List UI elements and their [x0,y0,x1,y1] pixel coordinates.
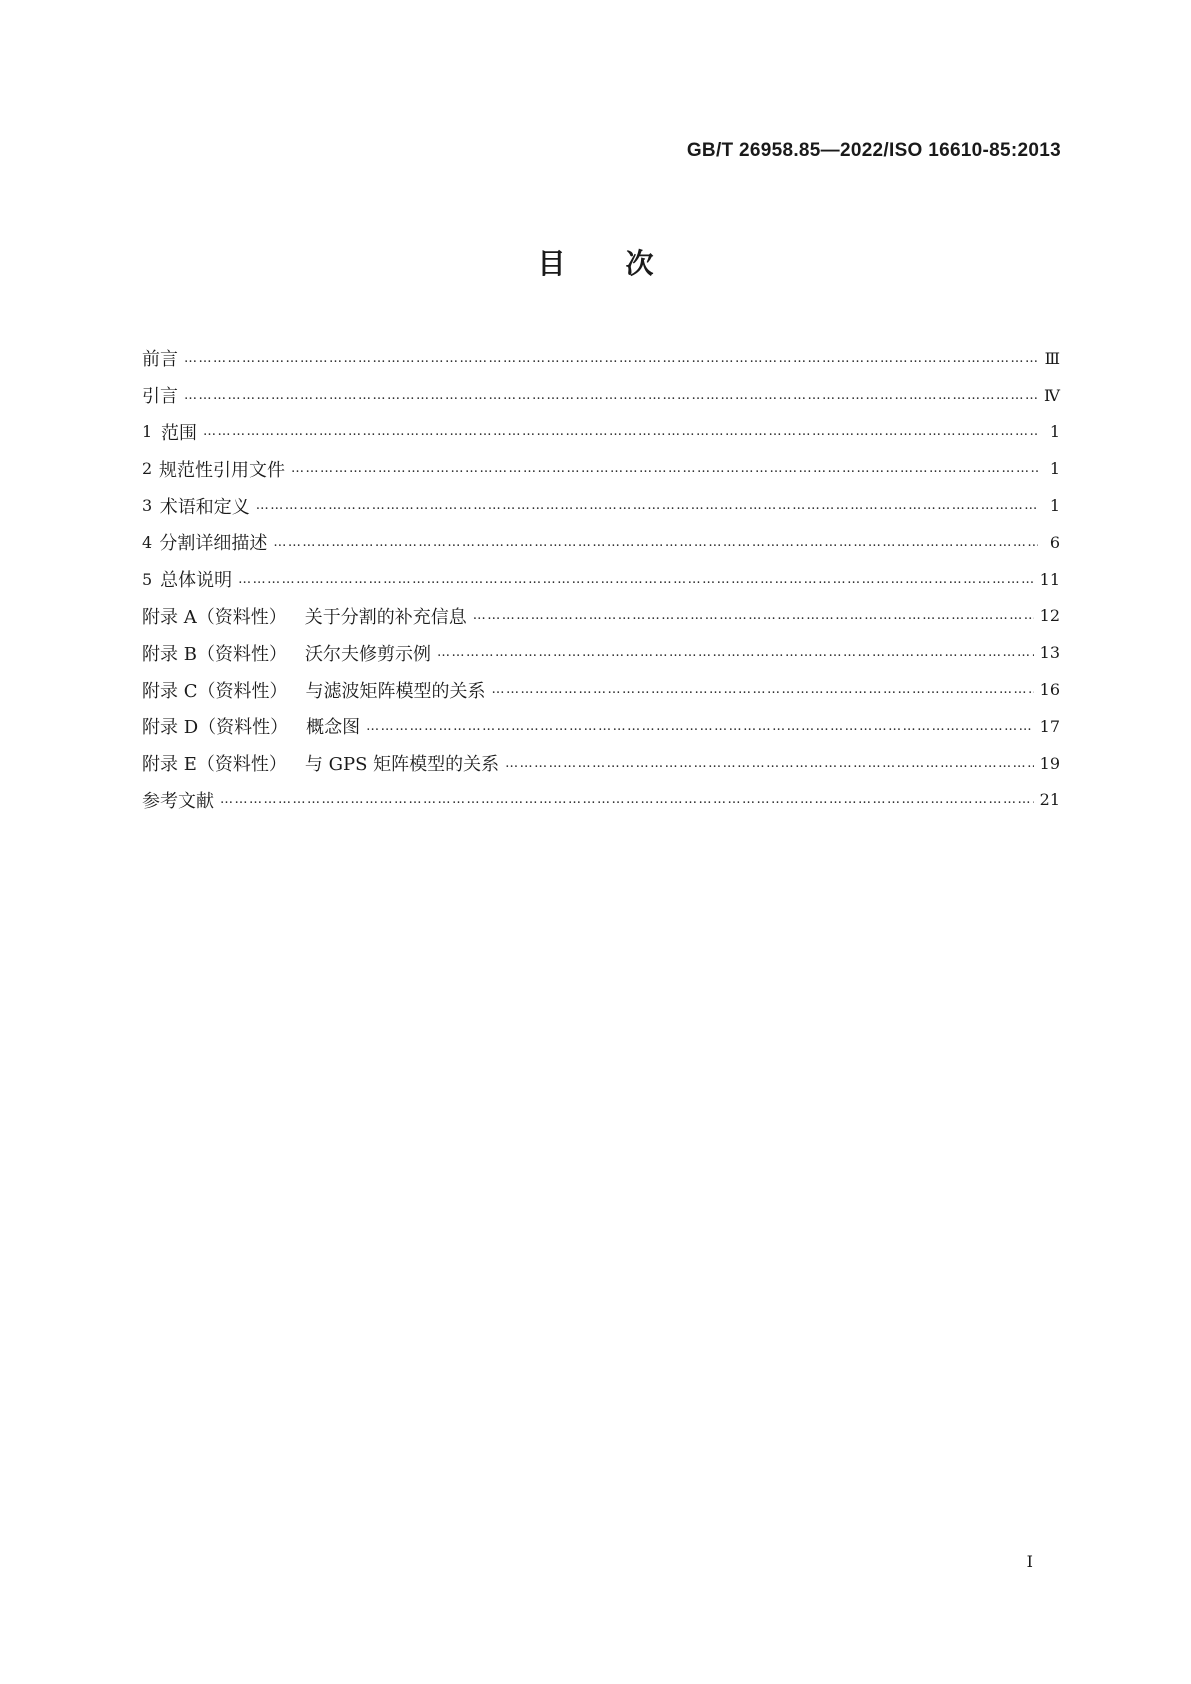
toc-entry-number: 2 [142,459,153,479]
toc-entry-label: 总体说明 [160,570,233,592]
toc-entry-2[interactable] [142,450,1060,487]
toc-entry-label: 沃尔夫修剪示例 [304,643,431,665]
dot-leader [437,645,1034,660]
toc-entry-number: 4 [142,532,153,552]
toc-entry-page: 1 [1049,496,1060,516]
dot-leader [473,608,1034,623]
toc-entry-annex-a[interactable] [142,598,1060,635]
toc-entry-label: 参考文献 [142,790,214,812]
toc-entry-4[interactable] [142,524,1060,561]
dot-leader [203,424,1038,439]
toc-entry-label: 引言 [142,386,178,408]
toc-entry-number: 1 [142,422,153,442]
toc-entry-label: 规范性引用文件 [158,459,285,481]
dot-leader [291,461,1038,476]
toc-entry-page: Ⅳ [1044,385,1060,405]
toc-entry-page: 12 [1039,606,1060,626]
toc-entry-annex-label: 附录 B（资料性） [142,643,287,665]
dot-leader [273,535,1038,550]
toc-list [142,340,1060,818]
dot-leader [366,719,1033,734]
toc-entry-page: 1 [1049,459,1060,479]
toc-entry-page: 1 [1049,422,1060,442]
toc-entry-label: 与滤波矩阵模型的关系 [305,680,486,702]
toc-entry-label: 分割详细描述 [159,533,268,555]
toc-entry-bibliography[interactable] [142,782,1060,819]
toc-entry-label: 术语和定义 [159,496,250,518]
toc-entry-page: 11 [1039,569,1060,589]
toc-entry-page: 16 [1039,680,1060,700]
dot-leader [238,572,1034,587]
toc-entry-number: 5 [142,569,153,589]
toc-entry-label: 概念图 [306,717,361,739]
toc-entry-annex-label: 附录 A（资料性） [142,606,287,628]
dot-leader [220,792,1034,807]
toc-entry-3[interactable] [142,487,1060,524]
dot-leader [505,756,1034,771]
toc-entry-foreword[interactable] [142,340,1060,377]
toc-entry-label: 前言 [142,349,178,371]
toc-entry-label: 关于分割的补充信息 [304,606,467,628]
dot-leader [184,351,1038,366]
toc-title: 目次 [537,247,714,280]
toc-entry-introduction[interactable] [142,377,1060,414]
toc-entry-page: 6 [1049,532,1060,552]
toc-entry-label: 与 GPS 矩阵模型的关系 [304,754,500,776]
toc-entry-label: 范围 [160,422,197,444]
toc-entry-5[interactable] [142,561,1060,598]
toc-entry-annex-label: 附录 D（资料性） [142,717,289,739]
dot-leader [256,498,1038,513]
dot-leader [184,388,1038,403]
toc-entry-page: 17 [1039,716,1060,736]
toc-entry-page: 21 [1039,790,1060,810]
dot-leader [492,682,1034,697]
toc-entry-1[interactable] [142,414,1060,451]
toc-entry-annex-c[interactable] [142,671,1060,708]
toc-entry-page: 19 [1039,753,1060,773]
toc-entry-annex-label: 附录 C（资料性） [142,680,288,702]
toc-entry-annex-d[interactable] [142,708,1060,745]
toc-entry-page: Ⅲ [1044,348,1060,368]
toc-entry-annex-e[interactable] [142,745,1060,782]
toc-entry-annex-label: 附录 E（资料性） [142,754,287,776]
toc-entry-number: 3 [142,496,153,516]
toc-entry-annex-b[interactable] [142,634,1060,671]
toc-entry-page: 13 [1039,643,1060,663]
standard-number: GB/T 26958.85—2022/ISO 16610-85:2013 [686,140,1061,161]
page-number: I [1026,1552,1033,1571]
